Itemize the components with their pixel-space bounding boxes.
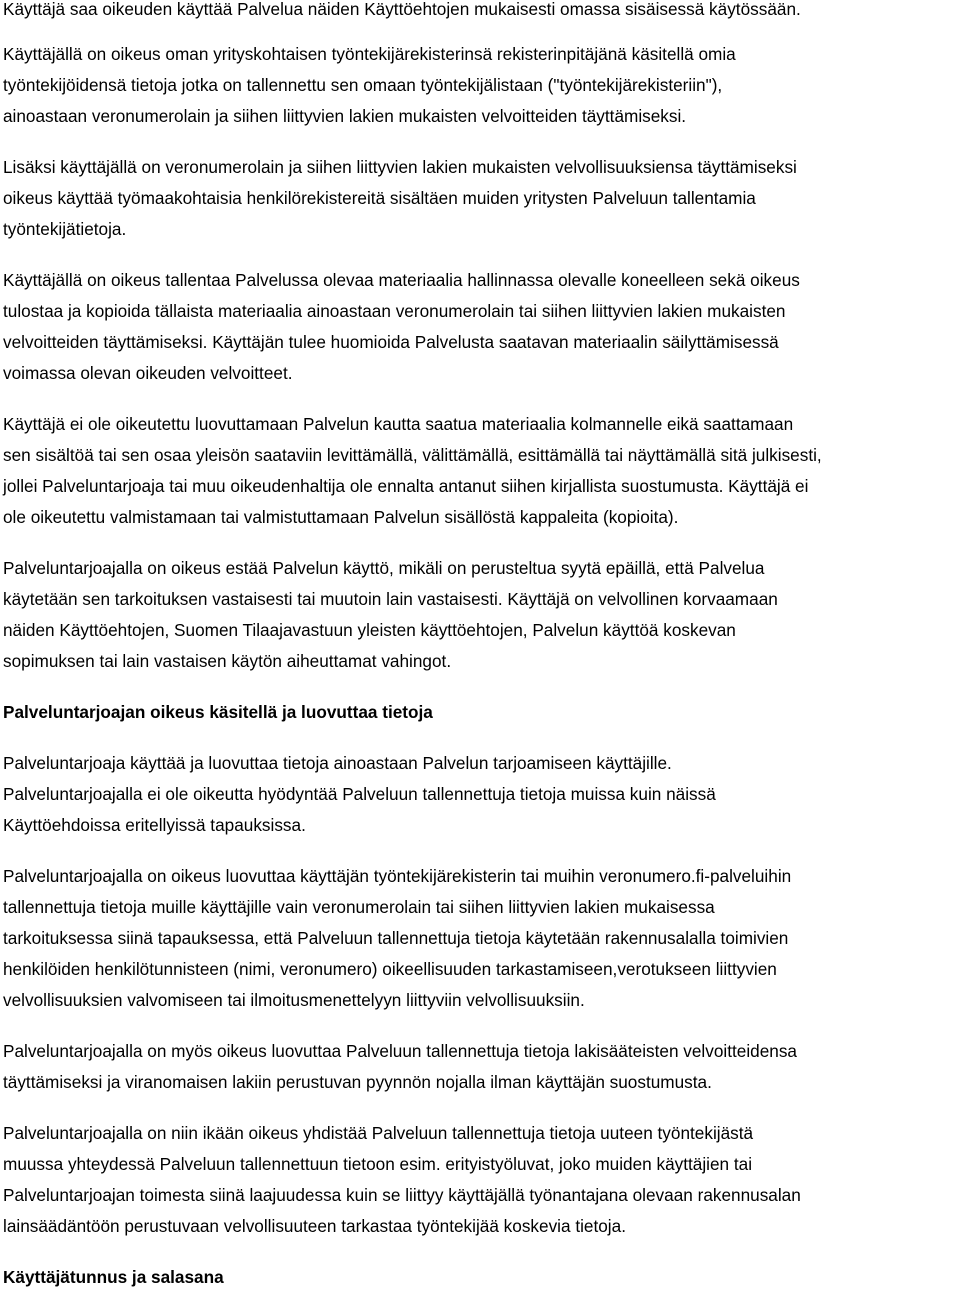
paragraph-prevent-use: Palveluntarjoajalla on oikeus estää Palvelun käyttö, mikäli on perusteltua syytä epäillä, että Palvelua käytetään sen tarkoituksen vastaisesti tai muutoin lain vastaisesti. Käyttäjä on velvollinen korvaamaan näiden Käyttöehtojen, Suomen Tilaajavastuun yleisten käyttöehtojen, Palvelun käyttöä koskevan sopimuksen tai lain vastaisen käytön aiheuttamat vahingot.: [3, 558, 778, 671]
section-heading-username-password: Käyttäjätunnus ja salasana: [3, 1267, 224, 1287]
spacer: [3, 841, 957, 861]
spacer: [3, 677, 957, 697]
paragraph-statutory-transfer: Palveluntarjoajalla on myös oikeus luovuttaa Palveluun tallennettuja tietoja lakisääteisten velvoitteidensa täyttämiseksi ja viranomaisen lakiin perustuvan pyynnön nojalla ilman käyttäjän suostumusta.: [3, 1041, 797, 1092]
spacer: [3, 1098, 957, 1118]
paragraph-site-registers: Lisäksi käyttäjällä on veronumerolain ja siihen liittyvien lakien mukaisten velvollisuuksiensa täyttämiseksi oikeus käyttää työmaakohtaisia henkilörekistereitä sisältäen muiden yritysten Palveluun tallentamia työntekijätietoja.: [3, 157, 797, 239]
paragraph-store-material: Käyttäjällä on oikeus tallentaa Palvelussa olevaa materiaalia hallinnassa olevalle koneelleen sekä oikeus tulostaa ja kopioida tällaista materiaalia ainoastaan veronumerolain tai siihen liittyvien lakien mukaisten velvoitteiden täyttämiseksi. Käyttäjän tulee huomioida Palvelusta saatavan materiaalin säilyttämisessä voimassa olevan oikeuden velvoitteet.: [3, 270, 800, 383]
paragraph-provider-use: Palveluntarjoaja käyttää ja luovuttaa tietoja ainoastaan Palvelun tarjoamiseen käyttäjille. Palveluntarjoajalla ei ole oikeutta hyödyntää Palveluun tallennettuja tietoja muissa kuin näissä Käyttöehdoissa eritellyissä tapauksissa.: [3, 753, 716, 835]
spacer: [3, 389, 957, 409]
spacer: [3, 1016, 957, 1036]
paragraph-usage-right: Käyttäjä saa oikeuden käyttää Palvelua näiden Käyttöehtojen mukaisesti omassa sisäisessä käytössään.: [3, 0, 801, 19]
paragraph-no-transfer: Käyttäjä ei ole oikeutettu luovuttamaan Palvelun kautta saatua materiaalia kolmannelle eikä saattamaan sen sisältöä tai sen osaa yleisön saataviin levittämällä, välittämällä, esittämällä tai näyttämällä sitä julkisesti, jollei Palveluntarjoaja tai muu oikeudenhaltija ole ennalta antanut siihen kirjallista suostumusta. Käyttäjä ei ole oikeutettu valmistamaan tai valmistuttamaan Palvelun sisällöstä kappaleita (kopioita).: [3, 414, 822, 527]
section-heading-provider-rights: Palveluntarjoajan oikeus käsitellä ja luovuttaa tietoja: [3, 702, 433, 722]
spacer: [3, 728, 957, 748]
paragraph-provider-transfer: Palveluntarjoajalla on oikeus luovuttaa käyttäjän työntekijärekisterin tai muihin veronumero.fi-palveluihin tallennettuja tietoja muille käyttäjille vain veronumerolain tai siihen liittyvien lakien mukaisessa tarkoituksessa siinä tapauksessa, että Palveluun tallennettuja tietoja käytetään rakennusalalla toimivien henkilöiden henkilötunnisteen (nimi, veronumero) oikeellisuuden tarkastamiseen,verotukseen liittyvien velvollisuuksien valvomiseen tai ilmoitusmenettelyyn liittyviin velvollisuuksiin.: [3, 866, 792, 1010]
spacer: [3, 132, 957, 152]
document-page: [3, 0, 957, 1293]
spacer: [3, 245, 957, 265]
paragraph-combine-data: Palveluntarjoajalla on niin ikään oikeus yhdistää Palveluun tallennettuja tietoja uuteen työntekijästä muussa yhteydessä Palveluun tallennettuun tietoon esim. erityistyöluvat, joko muiden käyttäjien tai Palveluntarjoajan toimesta siinä laajuudessa kuin se liittyy käyttäjällä työnantajana olevaan rakennusalan lainsäädäntöön perustuvaan velvollisuuteen tarkastaa työntekijää koskevia tietoja.: [3, 1123, 801, 1236]
spacer: [3, 533, 957, 553]
spacer: [3, 1242, 957, 1262]
paragraph-employee-register: Käyttäjällä on oikeus oman yrityskohtaisen työntekijärekisterinsä rekisterinpitäjänä käsitellä omia työntekijöidensä tietoja jotka on tallennettu sen omaan työntekijälistaan ("työntekijärekisteriin"), ainoastaan veronumerolain ja siihen liittyvien lakien mukaisten velvoitteiden täyttämiseksi.: [3, 44, 736, 126]
